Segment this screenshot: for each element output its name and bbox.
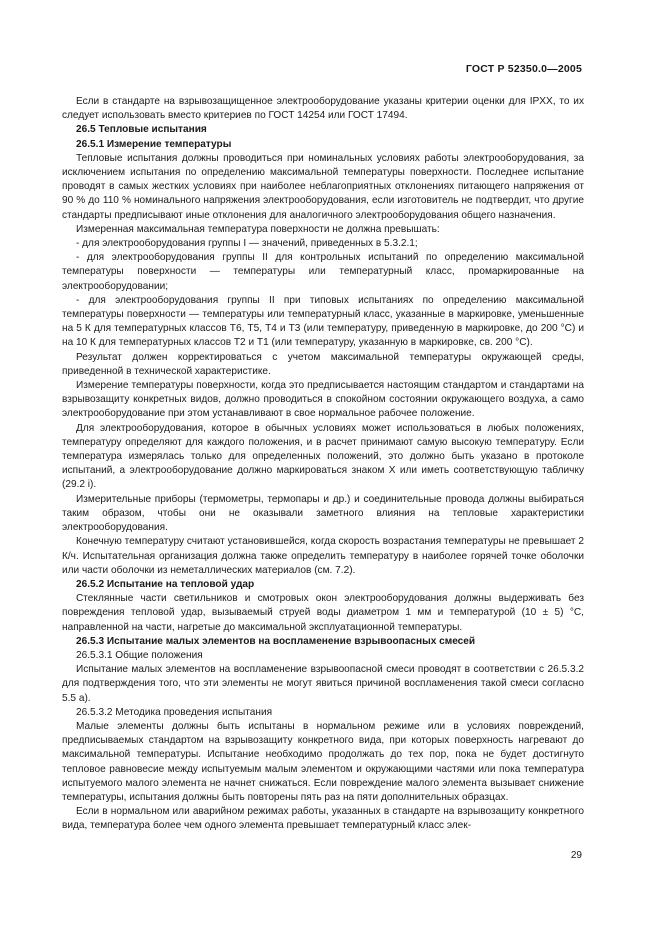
- clause-heading: 26.5.3.2 Методика проведения испытания: [76, 706, 273, 718]
- document-body: [62, 95, 584, 834]
- paragraph: Малые элементы должны быть испытаны в нормальном режиме или в условиях повреждений, предписываемых стандартом на взрывозащиту конкретного вида, при которых поверхность нагревают до максимальной температуры. Испытание необходимо продолжать до тех пор, пока не будет достигнуто тепловое равновесие между испытуемым малым элементом и окружающими частями или пока температура испытуемого малого элемента не начнет снижаться. Если повреждение малого элемента вызывает снижение температуры, испытания должны быть повторены пять раз на пяти дополнительных образцах.: [62, 720, 584, 803]
- list-item: - для электрооборудования группы I — значений, приведенных в 5.3.2.1;: [76, 238, 418, 250]
- list-item: - для электрооборудования группы II при типовых испытаниях по определению максимальной температуры поверхности — температуры или температурный класс, указанные в маркировке, уменьшенные на 5 К для температурных классов Т6, Т5, Т4 и Т3 (или температуру, приведенную в маркировке, до 200 °С) и на 10 К для температурных классов Т2 и Т1 (или температуру, указанную в маркировке, св. 200 °С).: [62, 294, 584, 349]
- subsection-heading: 26.5.1 Измерение температуры: [76, 138, 232, 150]
- paragraph: Стеклянные части светильников и смотровых окон электрооборудования должны выдерживать без повреждения тепловой удар, вызываемый струей воды диаметром 1 мм и температурой (10 ± 5) °С, направленной на части, нагретые до максимальной эксплуатационной температуры.: [62, 593, 584, 633]
- clause-heading: 26.5.3.1 Общие положения: [76, 649, 203, 661]
- list-item: - для электрооборудования группы II для контрольных испытаний по определению максимальной температуры поверхности — температуры или температурный класс, промаркированные на электрооборудовании;: [62, 252, 584, 292]
- paragraph: Испытание малых элементов на воспламенение взрывоопасной смеси проводят в соответствии с 26.5.3.2 для подтверждения того, что эти элементы не могут явиться причиной воспламенения такой смеси согласно 5.5 а).: [62, 664, 584, 704]
- paragraph: Конечную температуру считают установившейся, когда скорость возрастания температуры не превышает 2 К/ч. Испытательная организация должна также определить температуру в наиболее горячей точке оболочки или части оболочки из неметаллических материалов (см. 7.2).: [62, 536, 584, 576]
- paragraph: Измерительные приборы (термометры, термопары и др.) и соединительные провода должны выбираться таким образом, чтобы они не оказывали заметного влияния на тепловые характеристики электрооборудования.: [62, 493, 584, 534]
- subsection-heading: 26.5.2 Испытание на тепловой удар: [76, 578, 255, 590]
- paragraph: Если в стандарте на взрывозащищенное электрооборудование указаны критерии оценки для IPXX, то их следует использовать вместо критериев по ГОСТ 14254 или ГОСТ 17494.: [62, 96, 584, 122]
- paragraph: Измерение температуры поверхности, когда это предписывается настоящим стандартом и стандартами на взрывозащиту конкретных видов, должно проводиться в спокойном состоянии окружающего воздуха, а само электрооборудование при этом устанавливают в свое нормальное рабочее положение.: [62, 380, 584, 420]
- paragraph: Измеренная максимальная температура поверхности не должна превышать:: [76, 223, 440, 235]
- paragraph: Для электрооборудования, которое в обычных условиях может использоваться в любых положениях, температуру определяют для каждого положения, и в расчет принимают самую высокую температуру. Если температура измерялась только для определенных положений, это должно быть указано в протоколе испытаний, а электрооборудование должно маркироваться знаком X или иметь соответствующую табличку (29.2 i).: [62, 422, 584, 491]
- page-number: 29: [570, 850, 582, 861]
- section-heading: 26.5 Тепловые испытания: [76, 124, 207, 136]
- paragraph: Если в нормальном или аварийном режимах работы, указанных в стандарте на взрывозащиту конкретного вида, температура более чем одного элемента превышает температурный класс элек-: [62, 806, 584, 832]
- document-header: ГОСТ Р 52350.0—2005: [465, 63, 582, 75]
- paragraph: Результат должен корректироваться с учетом максимальной температуры окружающей среды, приведенной в технической характеристике.: [62, 351, 584, 377]
- subsection-heading: 26.5.3 Испытание малых элементов на воспламенение взрывоопасных смесей: [76, 635, 476, 647]
- paragraph: Тепловые испытания должны проводиться при номинальных условиях работы электрооборудования, за исключением испытания по определению максимальной температуры поверхности. Последнее испытание проводят в самых жестких условиях при наиболее неблагоприятных отклонениях питающего напряжения от 90 % до 110 % номинального напряжения электрооборудования, если изготовитель не подтвердит, что другие стандарты предписывают иные отклонения для аналогичного электрооборудования общего назначения.: [62, 152, 584, 221]
